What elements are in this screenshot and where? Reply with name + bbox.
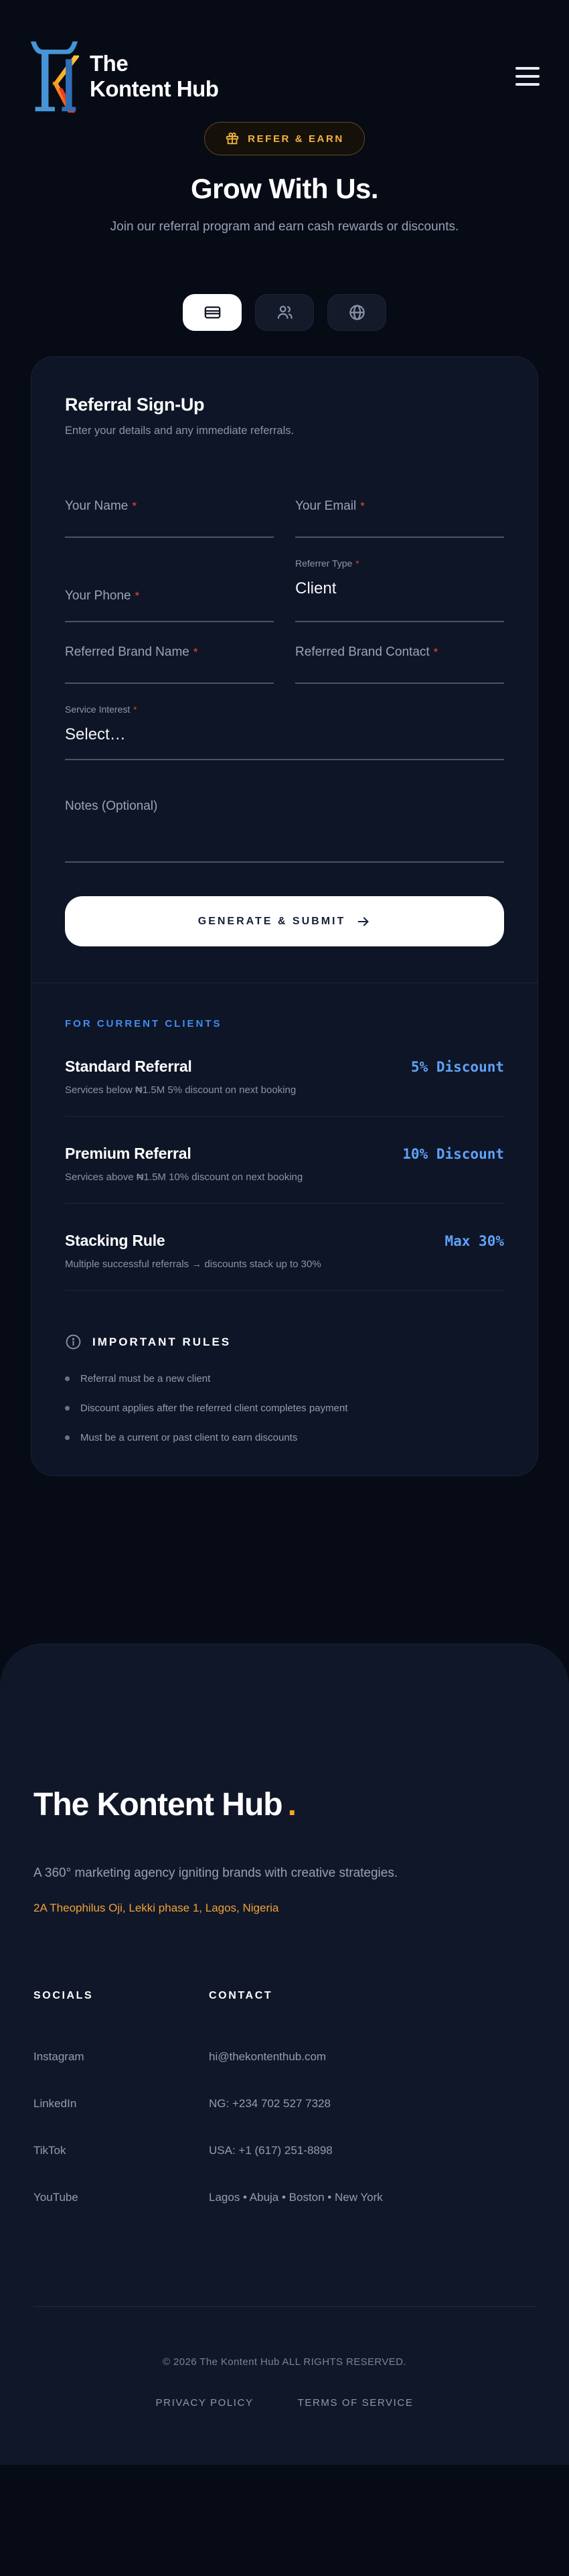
footer-divider bbox=[33, 2306, 536, 2307]
rules-heading: IMPORTANT RULES bbox=[92, 1335, 232, 1348]
tab-referrals[interactable] bbox=[255, 294, 314, 331]
brand[interactable] bbox=[29, 39, 218, 114]
referral-signup-card bbox=[31, 356, 538, 1476]
important-rules-section bbox=[65, 1334, 504, 1443]
tier-value: Max 30% bbox=[444, 1233, 504, 1250]
tier-value: 10% Discount bbox=[402, 1146, 504, 1163]
footer-contact-column bbox=[209, 1990, 536, 2204]
tier-title: Stacking Rule bbox=[65, 1232, 165, 1250]
contact-heading: CONTACT bbox=[209, 1989, 273, 2001]
phone-input[interactable] bbox=[65, 558, 274, 622]
rule-item bbox=[65, 1403, 504, 1414]
service-interest-value: Select… bbox=[65, 725, 126, 744]
form-subtitle: Enter your details and any immediate referrals. bbox=[65, 425, 295, 437]
service-interest-select[interactable] bbox=[65, 704, 504, 760]
contact-email[interactable]: hi@thekontenthub.com bbox=[209, 2050, 327, 2063]
contact-locations: Lagos • Abuja • Boston • New York bbox=[209, 2190, 383, 2204]
brand-name-input[interactable] bbox=[65, 645, 274, 684]
contact-phone-usa[interactable]: USA: +1 (617) 251-8898 bbox=[209, 2143, 333, 2157]
brand-name bbox=[90, 51, 218, 102]
required-mark: * bbox=[355, 559, 359, 569]
name-label: Your Name bbox=[65, 499, 129, 514]
page-subtitle: Join our referral program and earn cash rewards or discounts. bbox=[110, 220, 459, 234]
arrow-right-icon bbox=[356, 914, 371, 929]
tab-global[interactable] bbox=[327, 294, 386, 331]
footer-socials-column bbox=[33, 1990, 209, 2204]
required-mark: * bbox=[360, 500, 365, 513]
brand-logo-icon bbox=[29, 39, 79, 114]
rule-item bbox=[65, 1373, 504, 1384]
tier-stacking-rule bbox=[65, 1204, 504, 1291]
tier-title: Premium Referral bbox=[65, 1145, 191, 1163]
social-link-instagram[interactable]: Instagram bbox=[33, 2050, 84, 2063]
referral-form bbox=[65, 499, 504, 946]
refer-earn-label: REFER & EARN bbox=[248, 133, 344, 145]
tier-premium-referral bbox=[65, 1117, 504, 1204]
privacy-policy-link[interactable]: PRIVACY POLICY bbox=[155, 2396, 254, 2409]
social-link-youtube[interactable]: YouTube bbox=[33, 2190, 78, 2204]
users-icon bbox=[276, 303, 294, 321]
referrer-type-label: Referrer Type bbox=[295, 558, 353, 569]
phone-label: Your Phone bbox=[65, 589, 131, 603]
footer bbox=[0, 1644, 569, 2464]
hero-section bbox=[0, 0, 569, 331]
form-title: Referral Sign-Up bbox=[65, 395, 205, 415]
tier-description: Multiple successful referrals → discounts stack up to 30% bbox=[65, 1259, 321, 1271]
tier-standard-referral bbox=[65, 1029, 504, 1117]
globe-icon bbox=[348, 303, 366, 321]
page-title: Grow With Us. bbox=[190, 173, 379, 204]
copyright: © 2026 The Kontent Hub ALL RIGHTS RESERVED. bbox=[163, 2356, 406, 2368]
submit-label: GENERATE & SUBMIT bbox=[197, 915, 346, 927]
info-icon bbox=[65, 1334, 82, 1350]
rule-item bbox=[65, 1432, 504, 1443]
card-icon bbox=[204, 303, 222, 321]
refer-earn-badge bbox=[204, 122, 365, 155]
contact-phone-ng[interactable]: NG: +234 702 527 7328 bbox=[209, 2096, 331, 2110]
notes-textarea[interactable] bbox=[65, 799, 504, 863]
required-mark: * bbox=[133, 705, 137, 715]
required-mark: * bbox=[433, 646, 438, 659]
footer-tagline: A 360° marketing agency igniting brands with creative strategies. bbox=[33, 1866, 398, 1881]
name-input[interactable] bbox=[65, 499, 274, 538]
brand-name-line1: The bbox=[90, 50, 129, 76]
brand-contact-input[interactable] bbox=[295, 645, 504, 684]
service-interest-label: Service Interest bbox=[65, 704, 131, 715]
tier-description: Services above ₦1.5M 10% discount on next booking bbox=[65, 1171, 303, 1184]
bullet-icon bbox=[65, 1406, 70, 1411]
brand-contact-label: Referred Brand Contact bbox=[295, 645, 430, 660]
rule-text: Must be a current or past client to earn discounts bbox=[80, 1432, 298, 1444]
footer-brand-text: The Kontent Hub bbox=[33, 1787, 282, 1823]
email-input[interactable] bbox=[295, 499, 504, 538]
tab-referral-form[interactable] bbox=[183, 294, 242, 331]
view-tabs bbox=[29, 294, 540, 331]
referrer-type-select[interactable] bbox=[295, 558, 504, 622]
footer-address[interactable]: 2A Theophilus Oji, Lekki phase 1, Lagos, Nigeria bbox=[33, 1901, 279, 1914]
bullet-icon bbox=[65, 1435, 70, 1440]
rule-text: Discount applies after the referred client completes payment bbox=[80, 1403, 348, 1415]
gift-icon bbox=[225, 131, 240, 146]
generate-submit-button[interactable] bbox=[65, 896, 504, 946]
footer-brand-dot: . bbox=[287, 1787, 296, 1823]
terms-of-service-link[interactable]: TERMS OF SERVICE bbox=[297, 2396, 414, 2409]
required-mark: * bbox=[193, 646, 198, 659]
top-bar bbox=[29, 39, 540, 114]
rule-text: Referral must be a new client bbox=[80, 1373, 211, 1385]
tier-value: 5% Discount bbox=[410, 1059, 504, 1076]
social-link-linkedin[interactable]: LinkedIn bbox=[33, 2096, 77, 2110]
notes-label: Notes (Optional) bbox=[65, 799, 158, 814]
email-label: Your Email bbox=[295, 499, 357, 514]
tier-title: Standard Referral bbox=[65, 1058, 192, 1076]
brand-name-line2: Kontent Hub bbox=[90, 76, 219, 101]
clients-section-heading: FOR CURRENT CLIENTS bbox=[65, 1018, 222, 1030]
tier-description: Services below ₦1.5M 5% discount on next booking bbox=[65, 1084, 297, 1096]
referrer-type-value: Client bbox=[295, 579, 337, 598]
social-link-tiktok[interactable]: TikTok bbox=[33, 2143, 66, 2157]
brand-name-label: Referred Brand Name bbox=[65, 645, 189, 660]
socials-heading: SOCIALS bbox=[33, 1989, 94, 2001]
hamburger-menu-icon[interactable] bbox=[515, 64, 540, 88]
footer-brand bbox=[33, 1786, 536, 1823]
required-mark: * bbox=[132, 500, 137, 513]
bullet-icon bbox=[65, 1376, 70, 1381]
required-mark: * bbox=[135, 589, 140, 603]
